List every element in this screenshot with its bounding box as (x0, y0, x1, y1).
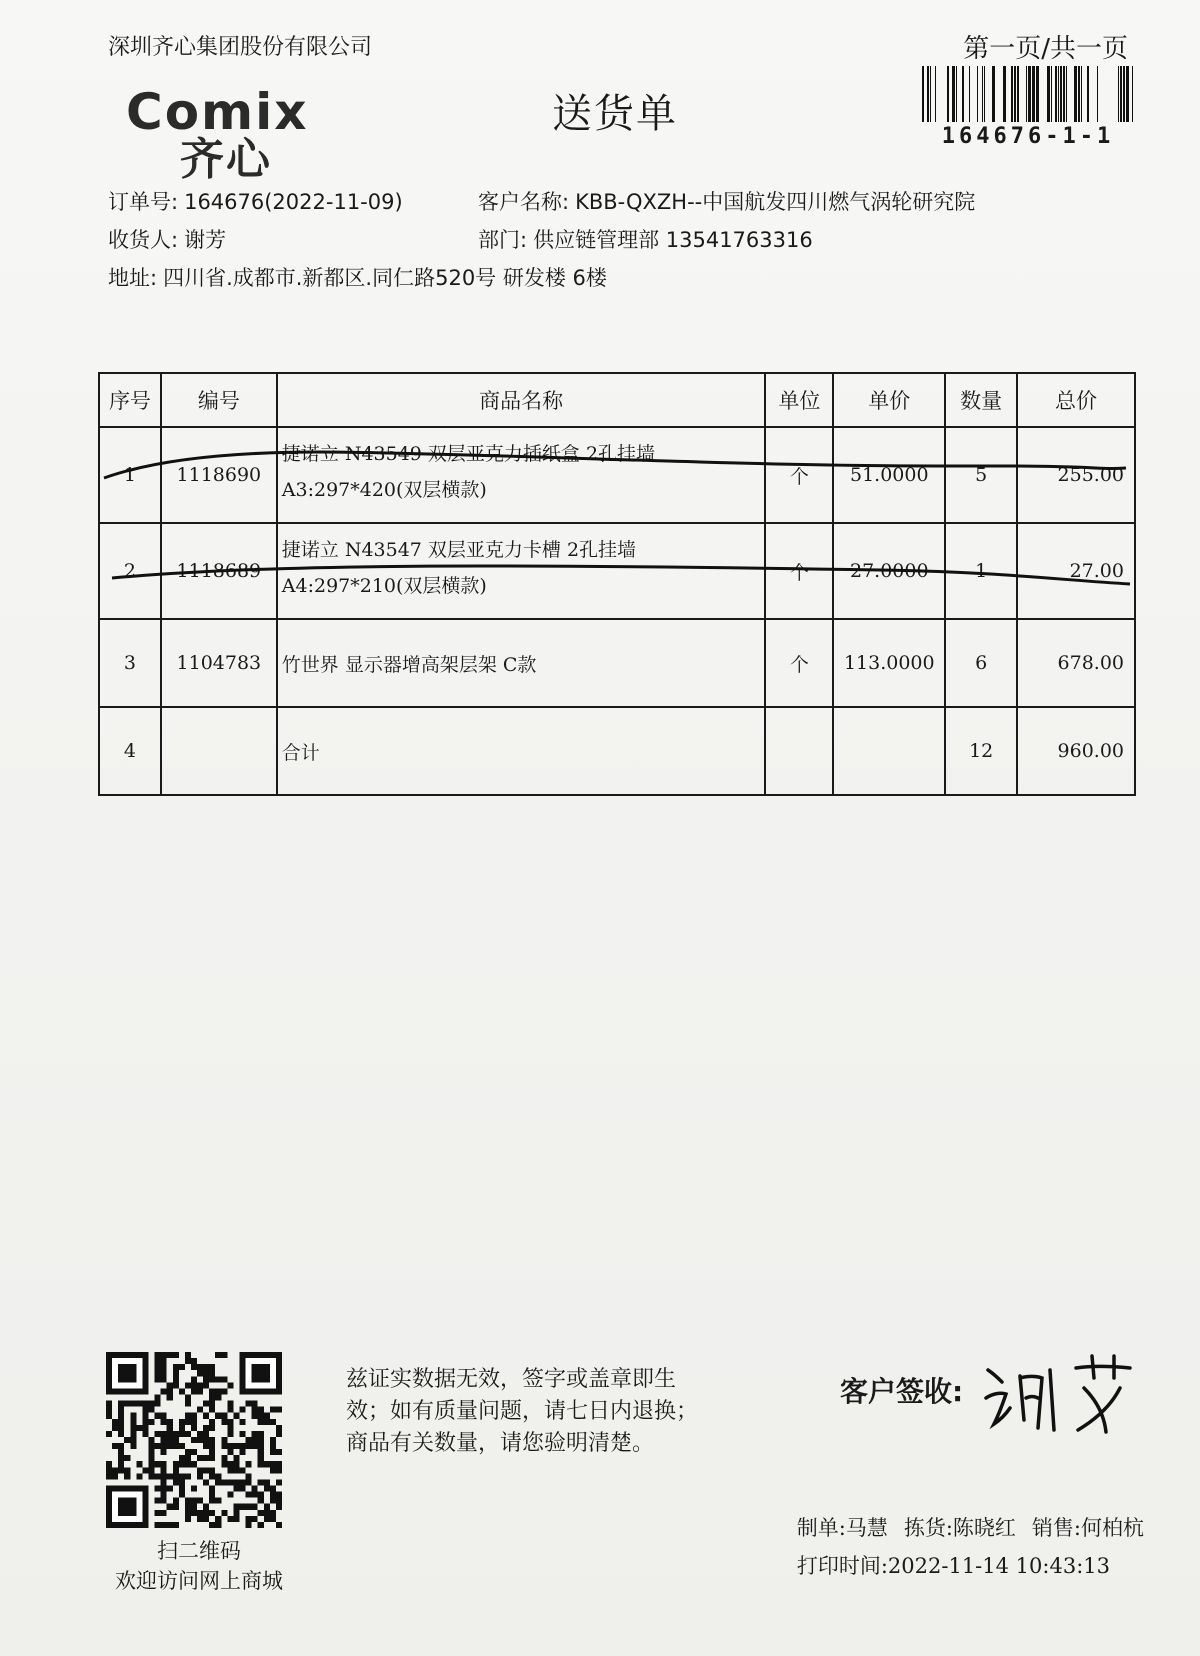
barcode-icon (922, 66, 1134, 122)
department: 部门: 供应链管理部 13541763316 (478, 228, 813, 252)
cell-price: 27.0000 (833, 523, 945, 619)
page-number: 第一页/共一页 (963, 34, 1128, 64)
table-row (99, 427, 1135, 523)
logo-chinese: 齐心 (180, 134, 272, 185)
header-unit: 单位 (765, 373, 833, 427)
header-seq: 序号 (99, 373, 161, 427)
order-number: 订单号: 164676(2022-11-09) (108, 190, 403, 214)
barcode-number: 164676-1-1 (941, 124, 1115, 149)
cell-qty: 1 (945, 523, 1017, 619)
cell-code: 1104783 (161, 619, 277, 707)
header-total: 总价 (1017, 373, 1135, 427)
table-row (99, 523, 1135, 619)
cell-price: 113.0000 (833, 619, 945, 707)
cell-price: 51.0000 (833, 427, 945, 523)
cell-code: 1118690 (161, 427, 277, 523)
document-title: 送货单 (552, 91, 678, 137)
address: 地址: 四川省.成都市.新都区.同仁路520号 研发楼 6楼 (108, 266, 607, 290)
cell-qty: 5 (945, 427, 1017, 523)
cell-price (833, 707, 945, 795)
receiver: 收货人: 谢芳 (108, 228, 227, 252)
customer-sign-label: 客户签收: (840, 1375, 964, 1408)
logo-english: Comix (126, 83, 309, 141)
cell-code (161, 707, 277, 795)
cell-seq: 3 (99, 619, 161, 707)
staff-info: 制单:马慧 拣货:陈晓红 销售:何柏杭 (796, 1516, 1144, 1540)
header-price: 单价 (833, 373, 945, 427)
cell-unit: 个 (765, 619, 833, 707)
header-qty: 数量 (945, 373, 1017, 427)
cell-total: 678.00 (1017, 619, 1135, 707)
comix-logo (126, 83, 356, 185)
cell-total: 960.00 (1017, 707, 1135, 795)
cell-name: 捷诺立 N43549 双层亚克力插纸盒 2孔挂墙 A3:297*420(双层横款) (277, 427, 766, 523)
notice-text: 兹证实数据无效，签字或盖章即生 效；如有质量问题，请七日内退换； 商品有关数量，请您验明清楚。 (346, 1367, 699, 1456)
table-header-row (99, 373, 1135, 427)
cell-total: 27.00 (1017, 523, 1135, 619)
qr-code-icon (106, 1352, 282, 1528)
company-name: 深圳齐心集团股份有限公司 (108, 35, 373, 60)
header-name: 商品名称 (277, 373, 766, 427)
cell-name: 捷诺立 N43547 双层亚克力卡槽 2孔挂墙 A4:297*210(双层横款) (277, 523, 766, 619)
cell-name: 竹世界 显示器增高架层架 C款 (277, 619, 766, 707)
cell-seq: 1 (99, 427, 161, 523)
table-row (99, 619, 1135, 707)
cell-seq: 2 (99, 523, 161, 619)
table-total-row (99, 707, 1135, 795)
cell-total: 255.00 (1017, 427, 1135, 523)
cell-unit (765, 707, 833, 795)
cell-seq: 4 (99, 707, 161, 795)
print-time: 打印时间:2022-11-14 10:43:13 (796, 1554, 1110, 1578)
cell-qty: 12 (945, 707, 1017, 795)
cell-unit: 个 (765, 523, 833, 619)
qr-caption: 扫二维码 欢迎访问网上商城 (115, 1539, 283, 1593)
cell-code: 1118689 (161, 523, 277, 619)
cell-unit: 个 (765, 427, 833, 523)
items-table (98, 372, 1136, 796)
cell-qty: 6 (945, 619, 1017, 707)
handwritten-signature-icon (980, 1348, 1140, 1438)
cell-name: 合计 (277, 707, 766, 795)
header-code: 编号 (161, 373, 277, 427)
customer-name: 客户名称: KBB-QXZH--中国航发四川燃气涡轮研究院 (478, 190, 976, 214)
